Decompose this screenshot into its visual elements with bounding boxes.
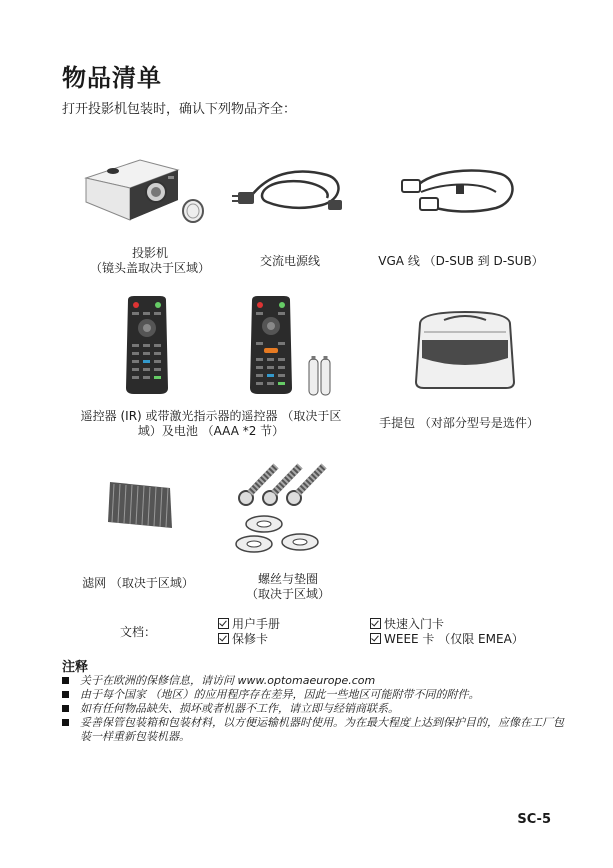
vga-cable-label: VGA 线 （D-SUB 到 D-SUB） xyxy=(378,254,544,268)
carrying-bag-icon xyxy=(410,310,520,390)
vga-cable-icon xyxy=(396,162,526,224)
battery-icon xyxy=(308,356,332,396)
checkbox-icon xyxy=(218,618,229,629)
screw-icon xyxy=(228,460,338,560)
checkbox-icon xyxy=(370,618,381,629)
notes-list xyxy=(62,674,572,744)
weee-label: WEEE 卡 （仅限 EMEA） xyxy=(384,632,524,646)
page-title: 物品清单 xyxy=(62,64,162,92)
remote-control-icon xyxy=(248,296,294,396)
note-item: 妥善保管包装箱和包装材料，以方便运输机器时使用。为在最大程度上达到保护目的，应像在工厂包装一样重新包装机器。 xyxy=(62,716,572,744)
checkbox-icon xyxy=(370,633,381,644)
screws-label: 螺丝与垫圈 xyxy=(257,572,318,586)
filter-label: 滤网 （取决于区域） xyxy=(82,576,194,590)
note-item: 如有任何物品缺失、损坏或者机器不工作，请立即与经销商联系。 xyxy=(62,702,572,716)
user-manual-label: 用户手册 xyxy=(232,617,281,631)
projector-icon xyxy=(78,148,208,228)
intro-text: 打开投影机包装时，确认下列物品齐全： xyxy=(62,102,297,117)
screws-sublabel: （取决于区域） xyxy=(245,587,330,601)
note-item: 关于在欧洲的保修信息，请访问 www.optomaeurope.com xyxy=(62,674,572,688)
notes-title: 注释 xyxy=(62,660,89,675)
remote-sublabel: 域）及电池 （AAA *2 节） xyxy=(137,424,285,438)
bag-label: 手提包 （对部分型号是选件） xyxy=(379,416,539,430)
documents-label: 文档： xyxy=(120,625,157,639)
warranty-label: 保修卡 xyxy=(232,632,269,646)
note-item: 由于每个国家 （地区）的应用程序存在差异，因此一些地区可能附带不同的附件。 xyxy=(62,688,572,702)
checkbox-icon xyxy=(218,633,229,644)
projector-sublabel: （镜头盖取决于区域） xyxy=(89,261,210,275)
remote-control-icon xyxy=(124,296,170,396)
projector-label: 投影机 xyxy=(131,246,168,260)
quick-start-label: 快速入门卡 xyxy=(384,617,445,631)
filter-icon xyxy=(104,480,176,530)
power-cord-icon xyxy=(232,160,352,222)
power-cord-label: 交流电源线 xyxy=(259,254,320,268)
page-number: SC-5 xyxy=(517,812,551,827)
remote-label: 遥控器 (IR) 或带激光指示器的遥控器 （取决于区 xyxy=(80,409,342,423)
